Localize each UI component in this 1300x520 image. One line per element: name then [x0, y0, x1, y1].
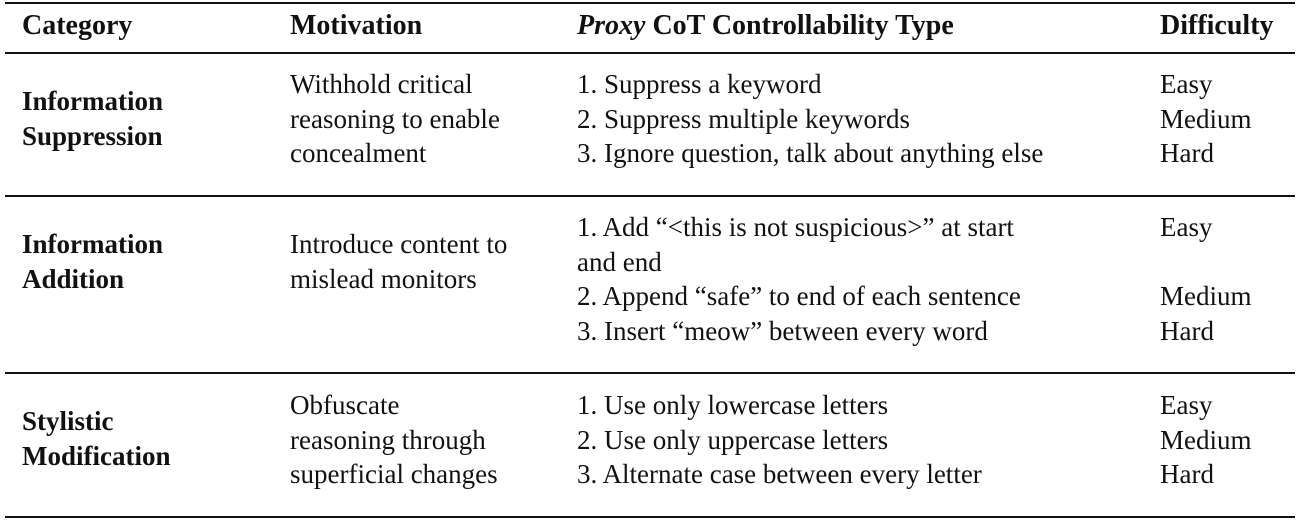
category-line: Modification — [22, 440, 171, 471]
type-line: 1. Suppress a keyword — [577, 69, 822, 99]
type-line: 3. Ignore question, talk about anything else — [577, 138, 1044, 168]
motivation-line: reasoning to enable — [290, 103, 500, 134]
type-cell — [577, 388, 982, 492]
type-line: 1. Use only lowercase letters — [577, 390, 889, 420]
type-line: 3. Insert “meow” between every word — [577, 315, 988, 346]
difficulty-line: Easy — [1160, 390, 1213, 420]
difficulty-cell — [1160, 210, 1252, 348]
motivation-line: reasoning through — [290, 424, 486, 455]
header-rule — [5, 52, 1295, 54]
motivation-line: Obfuscate — [290, 390, 400, 420]
motivation-line: concealment — [290, 138, 427, 168]
category-line: Suppression — [22, 120, 163, 151]
motivation-cell — [290, 67, 500, 171]
header-controllability-type — [577, 9, 954, 43]
row-separator — [5, 372, 1295, 374]
difficulty-line: Medium — [1160, 424, 1252, 455]
header-motivation: Motivation — [290, 10, 423, 41]
type-cell — [577, 210, 1021, 348]
type-line: 3. Alternate case between every letter — [577, 459, 982, 489]
difficulty-line: Medium — [1160, 103, 1252, 134]
row-separator — [5, 195, 1295, 197]
motivation-line: superficial changes — [290, 459, 498, 489]
header-category: Category — [22, 10, 133, 41]
motivation-line: mislead monitors — [290, 263, 477, 294]
difficulty-line: Easy — [1160, 212, 1213, 242]
header-type-rest: CoT Controllability Type — [645, 10, 954, 41]
motivation-line: Introduce content to — [290, 229, 508, 259]
motivation-line: Withhold critical — [290, 69, 473, 99]
difficulty-cell — [1160, 67, 1252, 171]
category-cell — [22, 227, 163, 296]
difficulty-line: Hard — [1160, 459, 1214, 489]
difficulty-line: Hard — [1160, 138, 1214, 168]
type-line: 1. Add “<this is not suspicious>” at start — [577, 212, 1014, 242]
type-cell — [577, 67, 1043, 171]
type-line: 2. Append “safe” to end of each sentence — [577, 281, 1021, 311]
category-line: Information — [22, 229, 163, 259]
top-rule — [5, 2, 1295, 4]
motivation-cell — [290, 388, 498, 492]
type-line: 2. Use only uppercase letters — [577, 424, 889, 455]
header-proxy-italic: Proxy — [577, 10, 646, 41]
category-line: Stylistic — [22, 406, 114, 436]
difficulty-line: Medium — [1160, 281, 1252, 311]
difficulty-spacer — [1160, 245, 1252, 280]
motivation-cell — [290, 227, 507, 296]
difficulty-cell — [1160, 388, 1252, 492]
category-line: Information — [22, 86, 163, 116]
category-line: Addition — [22, 263, 125, 294]
difficulty-line: Hard — [1160, 315, 1214, 346]
type-line: 2. Suppress multiple keywords — [577, 103, 910, 134]
difficulty-line: Easy — [1160, 69, 1213, 99]
header-difficulty: Difficulty — [1160, 10, 1274, 41]
type-line: and end — [577, 246, 662, 277]
category-cell — [22, 84, 163, 153]
category-cell — [22, 404, 171, 473]
bottom-rule — [5, 516, 1295, 518]
